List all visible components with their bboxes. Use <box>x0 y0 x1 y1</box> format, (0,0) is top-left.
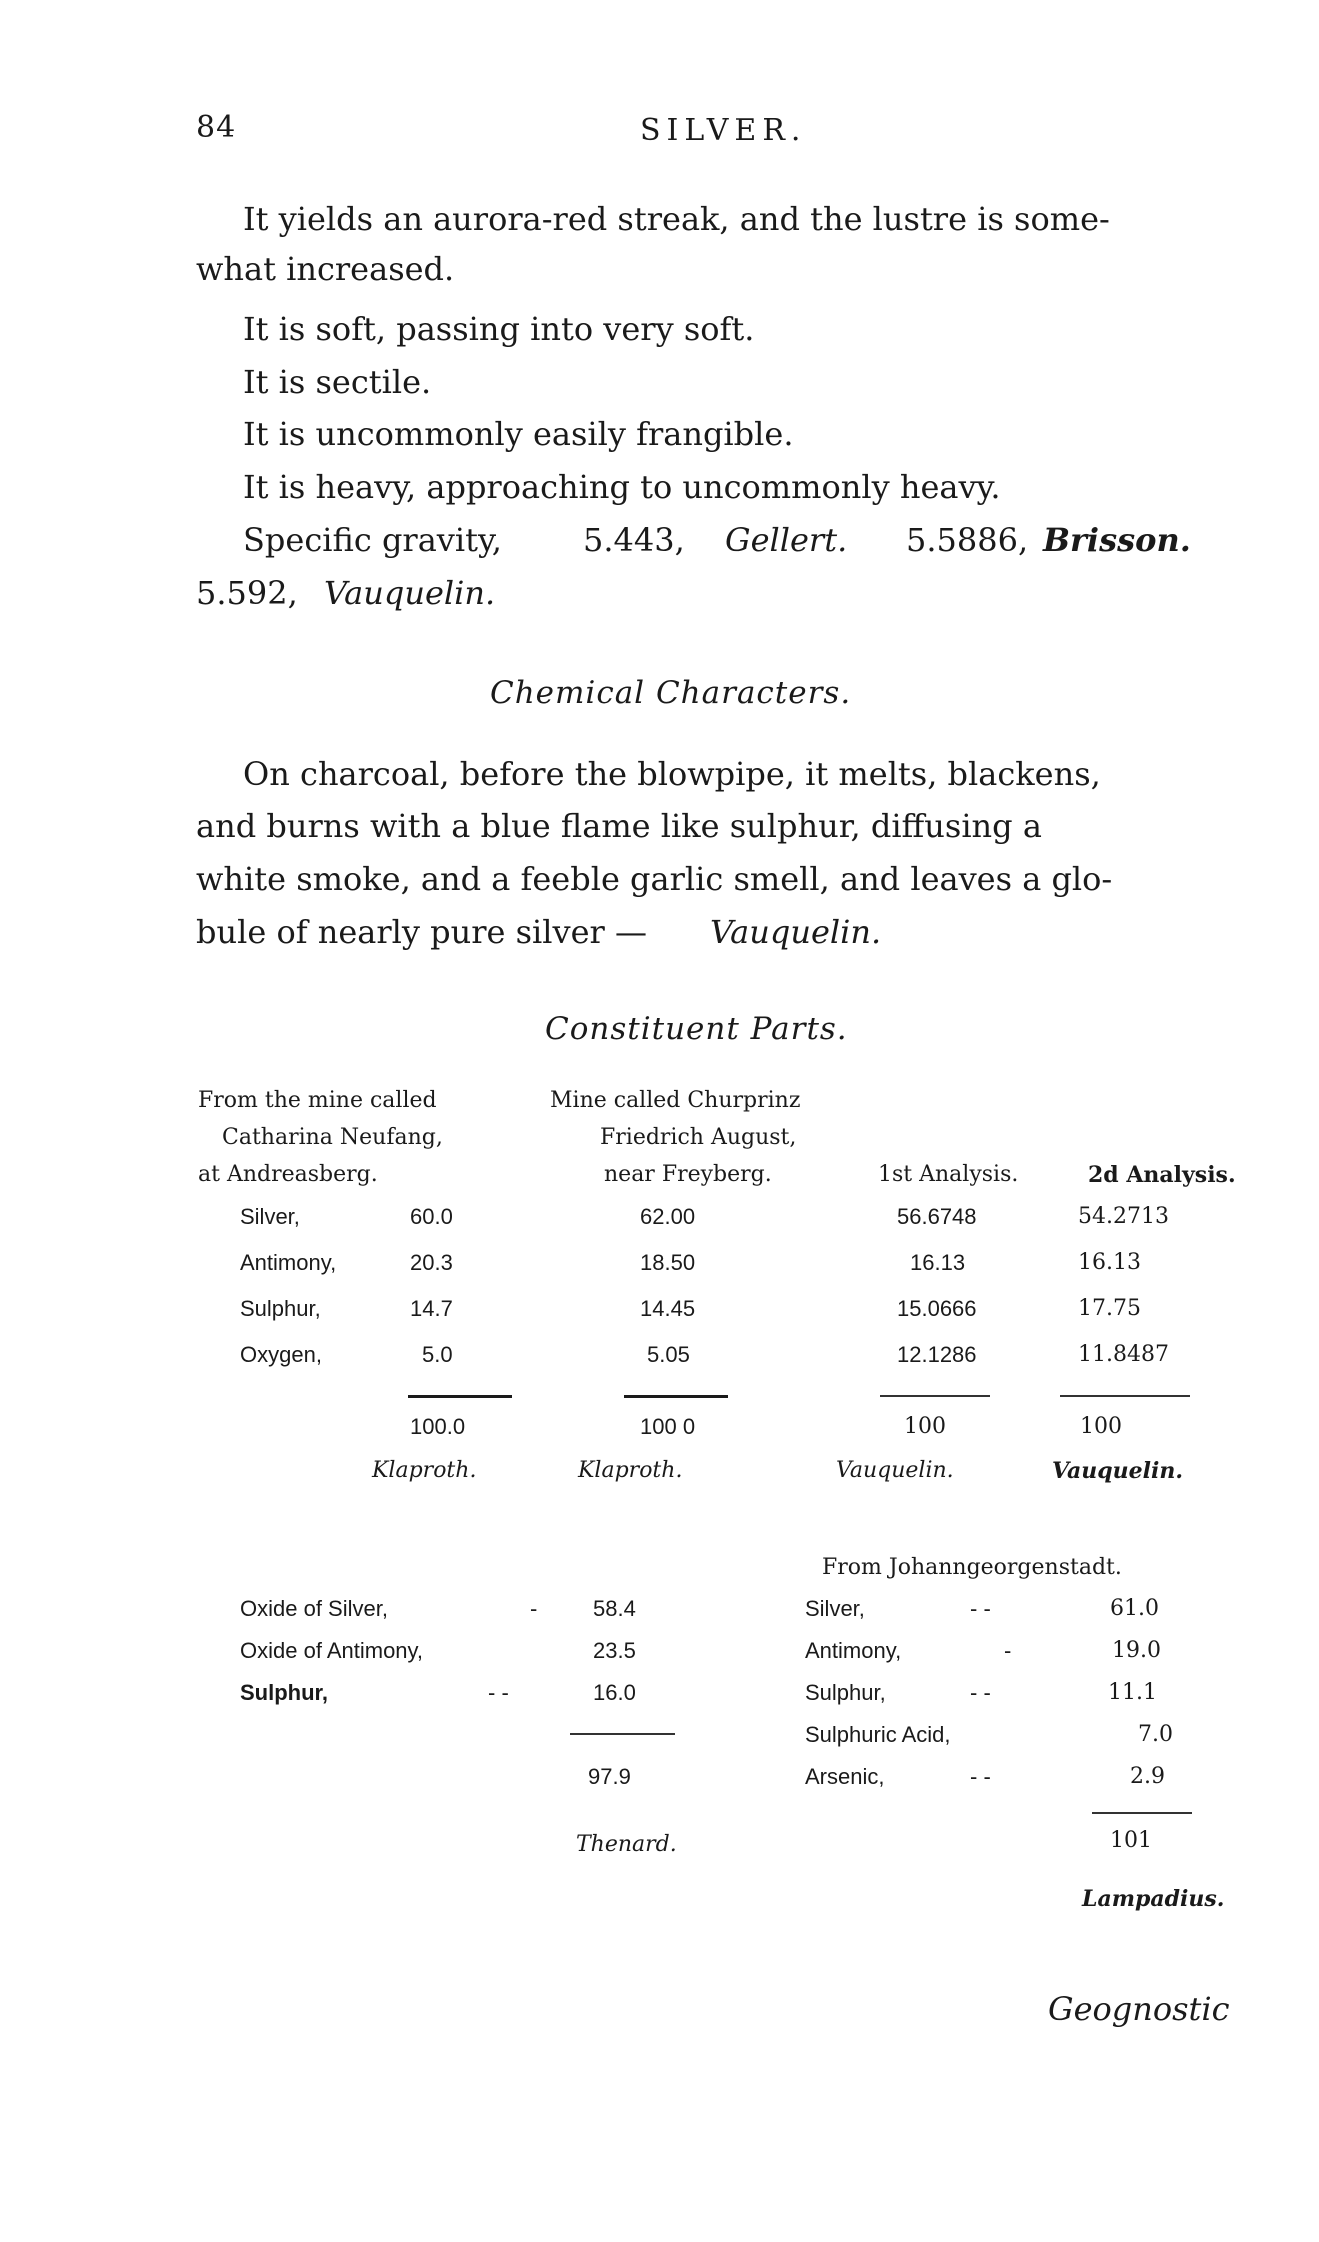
lampadius-row-value: 7.0 <box>1138 1722 1173 1747</box>
col2-header-line: near Freyberg. <box>604 1162 772 1187</box>
lampadius-row-name: Sulphur, <box>805 1680 886 1705</box>
row-value: 18.50 <box>640 1250 696 1275</box>
gravity-author: Vauquelin. <box>324 574 496 612</box>
gravity-label: Specific gravity, <box>243 521 502 559</box>
running-title: SILVER. <box>640 113 807 148</box>
row-value: 11.8487 <box>1078 1342 1169 1367</box>
body-line: It is sectile. <box>243 363 432 401</box>
body-line: what increased. <box>196 250 455 288</box>
col1-header-line: at Andreasberg. <box>198 1162 378 1187</box>
row-value: 15.0666 <box>897 1296 977 1321</box>
lampadius-row-name: Silver, <box>805 1596 865 1621</box>
col2-header-line: Friedrich August, <box>600 1125 797 1150</box>
gravity-author: Gellert. <box>725 521 848 559</box>
thenard-row-value: 16.0 <box>593 1680 636 1705</box>
lampadius-row-name: Sulphuric Acid, <box>805 1722 951 1747</box>
sum-rule <box>570 1733 675 1735</box>
row-value: 56.6748 <box>897 1204 977 1229</box>
total-value: 100 <box>1080 1414 1122 1439</box>
row-value: 60.0 <box>410 1204 453 1229</box>
row-value: 16.13 <box>910 1250 966 1275</box>
sum-rule <box>1060 1395 1190 1397</box>
thenard-row-dash: - <box>530 1596 538 1621</box>
body-line: white smoke, and a feeble garlic smell, and leaves a glo- <box>196 860 1113 898</box>
row-value: 62.00 <box>640 1204 696 1229</box>
catchword: Geognostic <box>1048 1990 1230 2028</box>
sum-rule <box>880 1395 990 1397</box>
author-label: Vauquelin. <box>836 1458 954 1483</box>
author-label: Klaproth. <box>578 1458 683 1483</box>
row-name: Sulphur, <box>240 1296 321 1321</box>
lampadius-row-name: Arsenic, <box>805 1764 885 1789</box>
row-value: 14.45 <box>640 1296 696 1321</box>
sum-rule <box>624 1395 728 1398</box>
gravity-value: 5.592, <box>196 574 298 612</box>
thenard-row-value: 23.5 <box>593 1638 636 1663</box>
lampadius-row-dash: - - <box>970 1596 991 1621</box>
body-line: bule of nearly pure silver — <box>196 913 647 951</box>
body-line: It yields an aurora-red streak, and the lustre is some- <box>243 200 1110 238</box>
sum-rule <box>408 1395 512 1398</box>
page-number: 84 <box>196 110 237 145</box>
row-name: Silver, <box>240 1204 300 1229</box>
row-name: Antimony, <box>240 1250 337 1275</box>
sum-rule <box>1092 1812 1192 1814</box>
body-line: It is soft, passing into very soft. <box>243 310 755 348</box>
chemical-heading: Chemical Characters. <box>490 675 852 711</box>
constituent-heading: Constituent Parts. <box>545 1011 848 1047</box>
col1-header-line: From the mine called <box>198 1088 437 1113</box>
gravity-value: 5.443, <box>583 521 685 559</box>
lampadius-row-value: 19.0 <box>1112 1638 1161 1663</box>
body-line: It is heavy, approaching to uncommonly heavy. <box>243 468 1001 506</box>
row-value: 5.05 <box>647 1342 690 1367</box>
col2-header-line: Mine called Churprinz <box>550 1088 801 1113</box>
thenard-total: 97.9 <box>588 1764 631 1789</box>
lampadius-total: 101 <box>1110 1828 1152 1853</box>
total-value: 100 0 <box>640 1414 696 1439</box>
thenard-row-name: Sulphur, <box>240 1680 328 1705</box>
row-value: 54.2713 <box>1078 1204 1169 1229</box>
row-value: 14.7 <box>410 1296 453 1321</box>
lampadius-row-dash: - <box>1004 1638 1012 1663</box>
gravity-value: 5.5886, <box>906 521 1029 559</box>
thenard-row-dash: - - <box>488 1680 509 1705</box>
lampadius-row-dash: - - <box>970 1764 991 1789</box>
row-value: 17.75 <box>1078 1296 1141 1321</box>
thenard-row-name: Oxide of Antimony, <box>240 1638 424 1663</box>
gravity-author: Brisson. <box>1043 521 1191 559</box>
thenard-row-value: 58.4 <box>593 1596 636 1621</box>
author-label: Klaproth. <box>372 1458 477 1483</box>
col3-header: 1st Analysis. <box>878 1162 1019 1187</box>
total-value: 100 <box>904 1414 946 1439</box>
row-value: 12.1286 <box>897 1342 977 1367</box>
body-line: On charcoal, before the blowpipe, it melts, blackens, <box>243 755 1101 793</box>
lampadius-row-value: 11.1 <box>1108 1680 1157 1705</box>
row-value: 20.3 <box>410 1250 453 1275</box>
lampadius-header: From Johanngeorgenstadt. <box>822 1555 1122 1580</box>
lampadius-row-value: 2.9 <box>1130 1764 1165 1789</box>
thenard-row-name: Oxide of Silver, <box>240 1596 388 1621</box>
thenard-author: Thenard. <box>576 1832 677 1857</box>
total-value: 100.0 <box>410 1414 466 1439</box>
lampadius-row-dash: - - <box>970 1680 991 1705</box>
body-line: and burns with a blue flame like sulphur, diffusing a <box>196 807 1042 845</box>
row-value: 5.0 <box>422 1342 453 1367</box>
row-value: 16.13 <box>1078 1250 1141 1275</box>
author-label: Vauquelin. <box>1052 1458 1184 1484</box>
body-line: It is uncommonly easily frangible. <box>243 415 794 453</box>
lampadius-row-name: Antimony, <box>805 1638 902 1663</box>
lampadius-author: Lampadius. <box>1082 1886 1225 1912</box>
col1-header-line: Catharina Neufang, <box>222 1125 443 1150</box>
chemical-attribution: Vauquelin. <box>710 913 882 951</box>
col4-header: 2d Analysis. <box>1088 1162 1236 1188</box>
row-name: Oxygen, <box>240 1342 322 1367</box>
lampadius-row-value: 61.0 <box>1110 1596 1159 1621</box>
